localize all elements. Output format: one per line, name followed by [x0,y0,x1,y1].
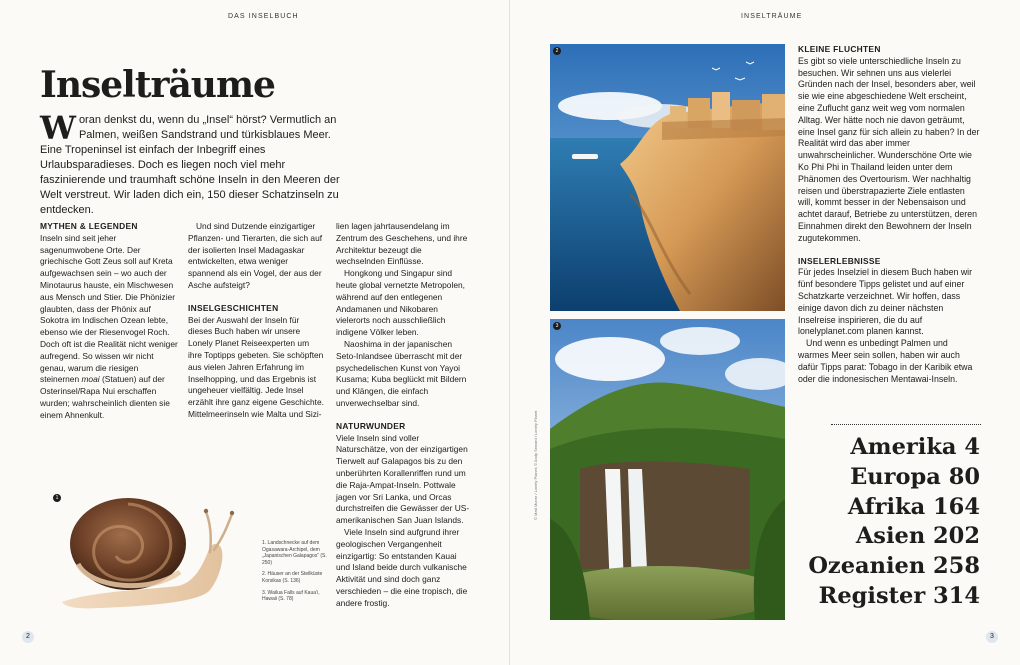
col3-paragraph-3: Naoshima in der japanischen Seto-Inlandsee überrascht mit der psychedelischen Kunst von Yayoi Kusama; Kuba beglückt mit Bildern und Klängen, die einfach unverwechselbar sind. [336,338,467,408]
heading-naturwunder: NATURWUNDER [336,420,406,431]
caption-3: 3. Wailua Falls auf Kaua‘i, Hawaii (S. 78) [262,589,320,603]
col2-paragraph-1: Und sind Dutzende einzigartiger Pflanzen- und Tierarten, die sich auf der isolierten Insel Madagaskar entwickelten, etwa weniger spannend als ein Vogel, der aus der Asche aufsteigt? [188,221,323,290]
toc-entry-europa[interactable]: Europa 80 [850,463,980,490]
heading-inselerlebnisse: INSELERLEBNISSE [798,255,881,266]
page-number-right: 3 [986,631,998,643]
caption-2: 2. Häuser an der Steilküste Korsikas (S. 136) [262,571,323,584]
moai-term: moai [81,374,100,385]
text-column-3 [336,221,472,610]
text-column-2 [188,221,325,421]
toc-entry-ozeanien[interactable]: Ozeanien 258 [808,553,980,580]
col3-paragraph-2: Hongkong und Singapur sind heute global vernetzte Metropolen, während auf den entlegenen Andamanen und Nikobaren vielerorts noch ausschließlich indigene Völker leben. [336,268,465,338]
heading-kleine-fluchten: KLEINE FLUCHTEN [798,44,881,54]
col4-paragraph-2: Für jedes Inselziel in diesem Buch haben wir fünf besondere Tipps gelistet und auf einer Schatzkarte verzeichnet. Wir hoffen, dass einige davon dich zu deiner nächsten Inselreise inspirieren, die du auf lonelyplanet.com planen kannst. [798,267,973,337]
running-head-right: INSELTRÄUME [741,13,803,20]
photo-number-1: 1 [53,494,61,502]
col1-text: Inseln sind seit jeher sagenumwobene Orte. Der griechische Gott Zeus soll auf Kreta aufgewachsen sein – wo auch der Minotaurus hauste, ein Mischwesen aus Mensch und Stier. Die Phönizier glaubten, dass der Phönix auf Sokotra im Indischen Ozean lebte, ebenso wie der Riesenvogel Roch. Doch oft ist die Realität nicht weniger aufregend. So wissen wir nicht genau, warum die riesigen steinernen [40,232,178,385]
intro-text: oran denkst du, wenn du „Insel“ hörst? Vermutlich an Palmen, weißen Sandstrand und türkisblaues Meer. Eine Tropeninsel ist einfach der Inbegriff eines Urlaubsparadieses. Doch es liegen noch viel mehr faszinierende und traumhaft schöne Inseln in den Meeren der Welt verstreut. Wir laden dich ein, 150 dieser Schatzinseln zu entdecken. [40,114,340,216]
photo-credit: © Matt Munro / Lonely Planet; © Andy Seward / Lonely Planet [533,410,538,520]
text-column-4 [798,44,980,385]
heading-inselgeschichten: INSELGESCHICHTEN [188,302,279,313]
col4-paragraph-3: Und wenn es unbedingt Palmen und warmes Meer sein sollen, haben wir auch dafür Tipps parat: Tobago in der Karibik etwa oder die indonesischen Mentawai-Inseln. [798,338,973,384]
page-title: Inselträume [40,64,275,106]
photo-corsica-cliffs [550,44,785,311]
col1-text-end: (Statuen) auf der Osterinsel/Rapa Nui erschaffen wurden; wahrscheinlich dienten sie einem Ahnenkult. [40,374,170,420]
col3-paragraph-4: Viele Inseln sind voller Naturschätze, von der einzigartigen Tierwelt auf Galapagos bis zu den unberührten Korallenriffen rund um die Raja-Ampat-Inseln. Pottwale jagen vor Sri Lanka, und Orcas durchstreifen die Gewässer der US-amerikanischen San Juan Islands. [336,432,470,526]
running-head-left: DAS INSELBUCH [228,13,299,20]
heading-mythen: MYTHEN & LEGENDEN [40,221,138,231]
text-column-1 [40,221,178,422]
toc-entry-register[interactable]: Register 314 [818,582,980,609]
snail-illustration [60,494,240,614]
toc-divider [831,424,981,425]
toc-entry-amerika[interactable]: Amerika 4 [850,434,980,460]
col3-paragraph-5: Viele Inseln sind aufgrund ihrer geologischen Vergangenheit einzigartig: So entstanden Kauai und Island beide durch vulkanische Aktivität und sind doch ganz verschieden – die eine tropisch, die andere frostig. [336,526,468,608]
toc-entry-afrika[interactable]: Afrika 164 [847,493,980,520]
photo-number-2: 2 [553,47,561,55]
intro-paragraph [40,109,340,218]
caption-1: 1. Landschnecke auf dem Ogasawara-Archipel, dem „Japanischen Galapagos“ (S. 250) [262,540,327,566]
col1-paragraph [40,233,178,422]
page-number-left: 2 [22,631,34,643]
photo-wailua-falls [550,319,785,620]
captions [262,540,334,608]
photo-number-3: 3 [553,322,561,330]
col3-paragraph-1: lien lagen jahrtausendelang im Zentrum des Geschehens, und ihre Architektur bezeugt die wechselnden Einflüsse. [336,221,468,267]
col4-paragraph-1: Es gibt so viele unterschiedliche Inseln zu besuchen. Wir sehnen uns aus vielerlei Gründen nach der Insel, besonders aber, weil sie wie eine abgeschiedene Welt erscheint, eine Zuflucht ganz weit weg vom normalen Alltag. Wer hätte noch nie davon geträumt, eine Insel ganz für sich allein zu haben? In der Realität wird das aber immer unwahrscheinlicher. Wunderschöne Orte wie Ko Phi Phi in Thailand leiden unter dem Phänomen des Overtourism. Wer nachhaltig reisen und überstrapazierte Ziele entlasten will, kommt besser in der Nebensaison und achtet darauf, Betriebe zu unterstützen, deren Einnahmen direkt den Bewohnern der Inseln zugutekommen. [798,55,980,243]
drop-cap: W [40,109,76,147]
table-of-contents [800,433,980,612]
toc-entry-asien[interactable]: Asien 202 [855,523,980,550]
col2-paragraph-2: Bei der Auswahl der Inseln für dieses Buch haben wir unsere Lonely Planet Reiseexperten um ihre Toptipps gebeten. Sie schöpften aus vielen Jahren Erfahrung im Inselhopping, und das Ergebnis ist ungeheuer vielfältig. Jede Insel erzählt ihre ganz eigene Geschichte. Mittelmeerinseln wie Malta und Sizi- [188,314,324,419]
